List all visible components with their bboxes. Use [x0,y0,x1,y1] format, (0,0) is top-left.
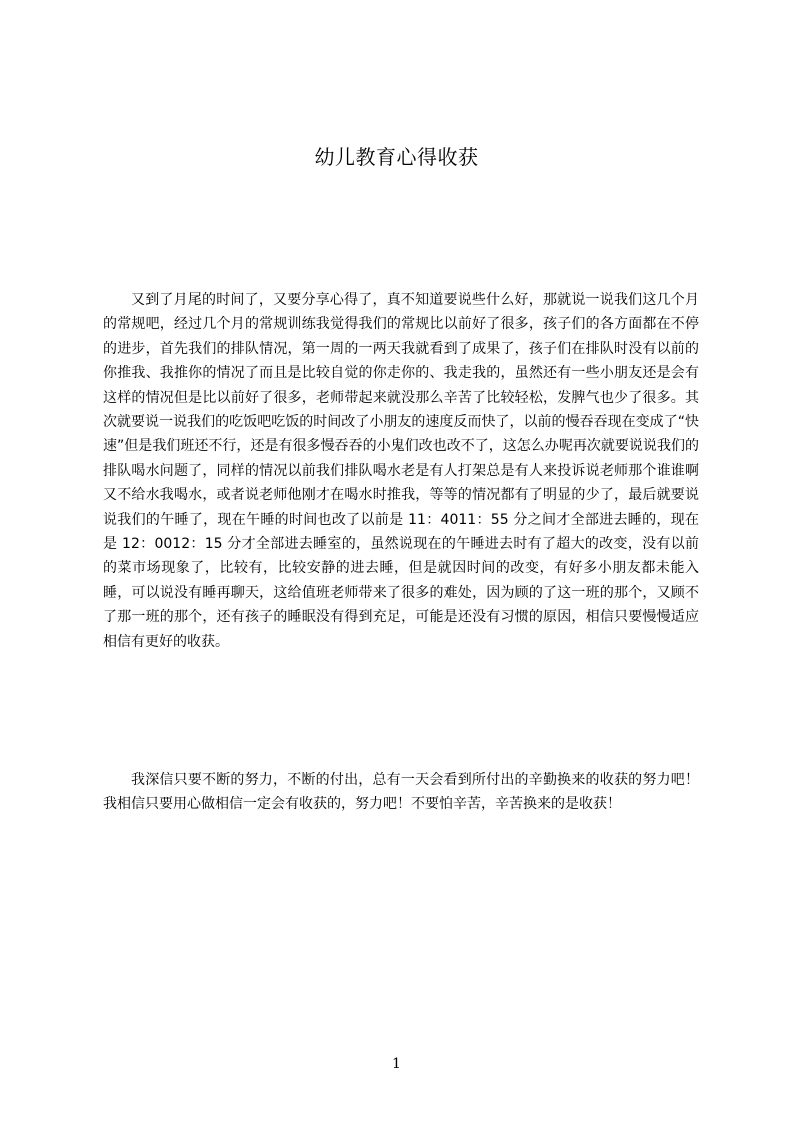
body-paragraph-2: 我深信只要不断的努力，不断的付出，总有一天会看到所付出的辛勤换来的收获的努力吧！我相信只要用心做相信一定会有收获的，努力吧！不要怕辛苦，辛苦换来的是收获！ [103,772,699,813]
document-title: 幼儿教育心得收获 [314,145,479,169]
page-number: 1 [392,1056,401,1072]
body-paragraph-1: 又到了月尾的时间了，又要分享心得了，真不知道要说些什么好，那就说一说我们这几个月的常规吧，经过几个月的常规训练我觉得我们的常规比以前好了很多，孩子们的各方面都在不停的进步，首先我们的排队情况，第一周的一两天我就看到了成果了，孩子们在排队时没有以前的你推我、我推你的情况了而且是比较自觉的你走你的、我走我的，虽然还有一些小朋友还是会有这样的情况但是比以前好了很多，老师带起来就没那么辛苦了比较轻松，发脾气也少了很多。其次就要说一说我们的吃饭吧吃饭的时间改了小朋友的速度反而快了，以前的慢吞吞现在变成了“快速”但是我们班还不行，还是有很多慢吞吞的小鬼们改也改不了，这怎么办呢再次就要说说我们的排队喝水问题了，同样的情况以前我们排队喝水老是有人打架总是有人来投诉说老师那个谁谁啊又不给水我喝水，或者说老师他刚才在喝水时推我，等等的情况都有了明显的少了，最后就要说说我们的午睡了，现在午睡的时间也改了以前是 11：4011：55 分之间才全部进去睡的，现在是 12：0012：15 分才全部进去睡室的，虽然说现在的午睡进去时有了超大的改变，没有以前的菜市场现象了，比较有，比较安静的进去睡，但是就因时间的改变，有好多小朋友都未能入睡，可以说没有睡再聊天，这给值班老师带来了很多的难处，因为顾的了这一班的那个，又顾不了那一班的那个，还有孩子的睡眠没有得到充足，可能是还没有习惯的原因，相信只要慢慢适应相信有更好的收获。 [103,292,699,650]
